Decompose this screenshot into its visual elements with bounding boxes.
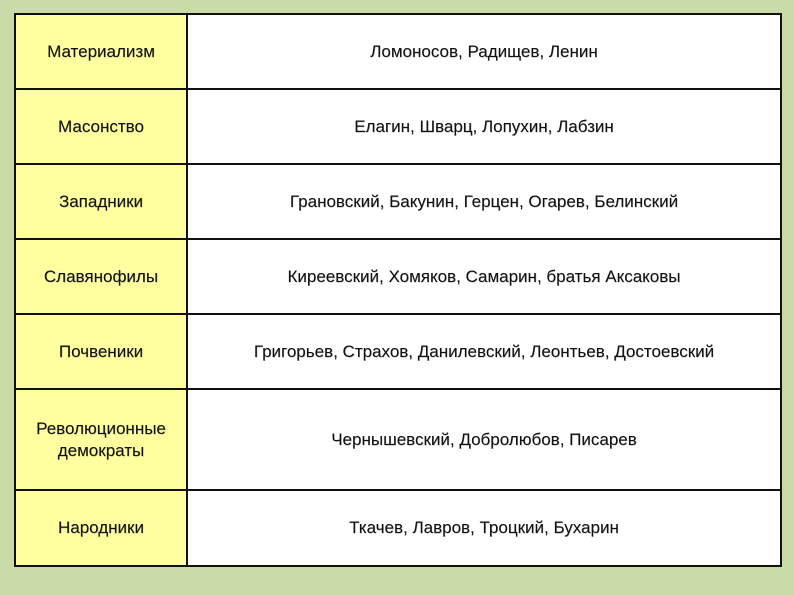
term-cell: Масонство [15,89,187,164]
names-cell: Киреевский, Хомяков, Самарин, братья Аксаковы [187,239,781,314]
term-cell: Народники [15,490,187,566]
table-row [15,239,781,314]
term-cell: Почвеники [15,314,187,389]
table-row [15,14,781,89]
names-cell: Чернышевский, Добролюбов, Писарев [187,389,781,490]
table-row [15,389,781,490]
term-cell: Материализм [15,14,187,89]
table-row [15,490,781,566]
names-cell: Ткачев, Лавров, Троцкий, Бухарин [187,490,781,566]
term-cell: Славянофилы [15,239,187,314]
schools-table [14,13,782,567]
names-cell: Григорьев, Страхов, Данилевский, Леонтьев, Достоевский [187,314,781,389]
table-row [15,314,781,389]
names-cell: Елагин, Шварц, Лопухин, Лабзин [187,89,781,164]
table-row [15,89,781,164]
table-row [15,164,781,239]
term-cell: Западники [15,164,187,239]
names-cell: Грановский, Бакунин, Герцен, Огарев, Белинский [187,164,781,239]
term-cell: Революционные демократы [15,389,187,490]
names-cell: Ломоносов, Радищев, Ленин [187,14,781,89]
